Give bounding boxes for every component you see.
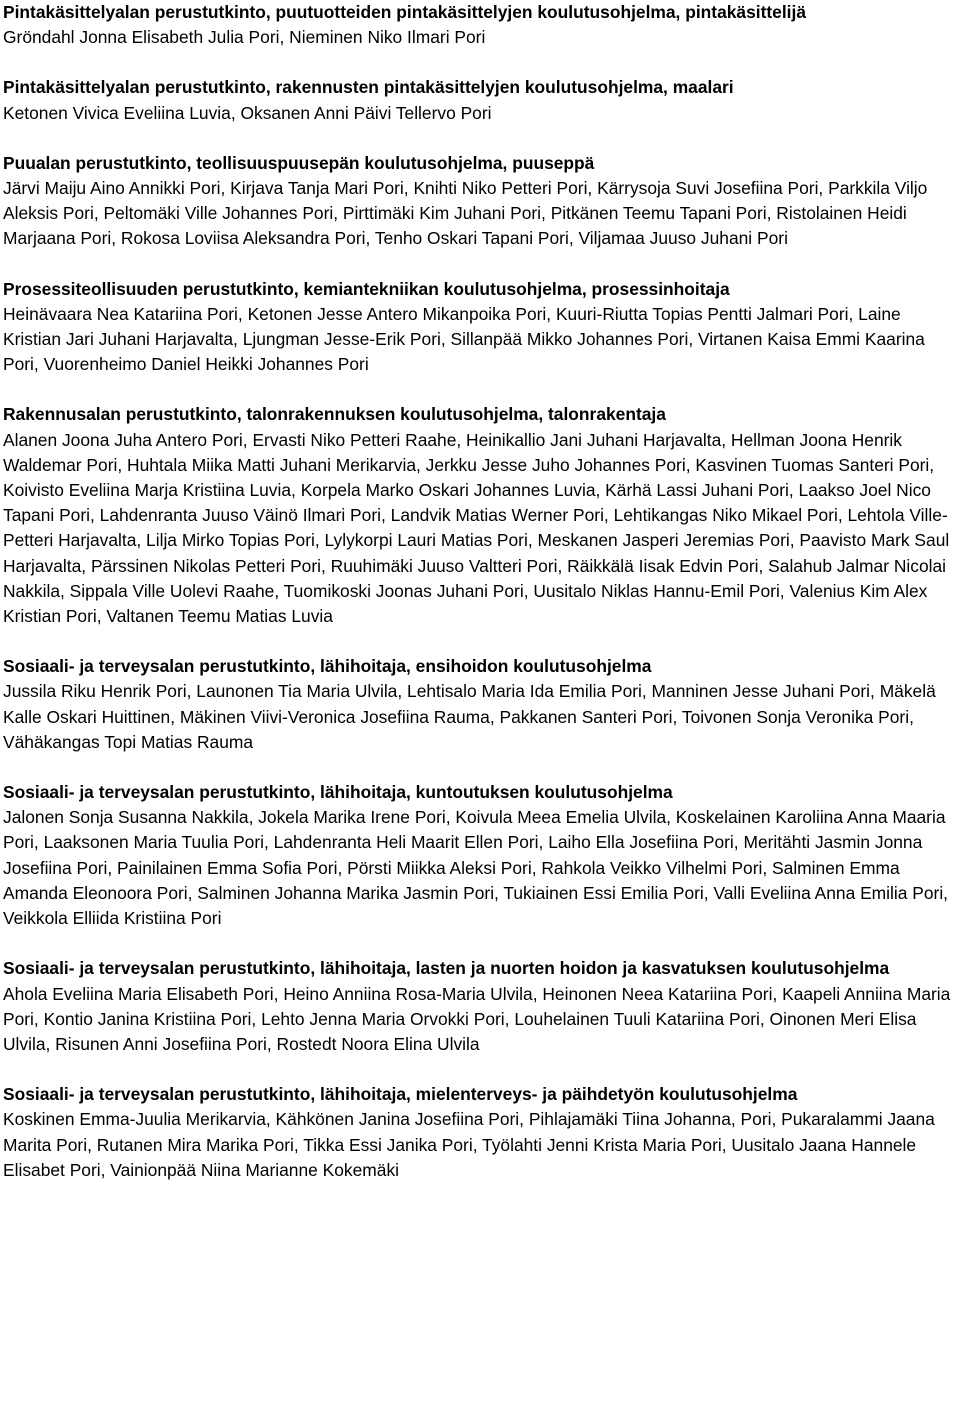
- section-maalari: [3, 75, 958, 125]
- section-heading: Puualan perustutkinto, teollisuuspuusepän koulutusohjelma, puuseppä: [3, 152, 595, 173]
- graduate-names: Alanen Joona Juha Antero Pori, Ervasti Niko Petteri Raahe, Heinikallio Jani Juhani Harjavalta, Hellman Joona Henrik Waldemar Pori, Huhtala Miika Matti Juhani Merikarvia, Jerkku Jesse Juho Johannes Pori, Kasvinen Tuomas Santeri Pori, Koivisto Eveliina Marja Kristiina Luvia, Korpela Marko Oskari Johannes Luvia, Kärhä Lassi Juhani Pori, Laakso Joel Nico Tapani Pori, Lahdenranta Juuso Väinö Ilmari Pori, Landvik Matias Werner Pori, Lehtikangas Niko Mikael Pori, Lehtola Ville-Petteri Harjavalta, Lilja Mirko Topias Pori, Lylykorpi Lauri Matias Pori, Meskanen Jasperi Jeremias Pori, Paavisto Mark Saul Harjavalta, Pärssinen Nikolas Petteri Pori, Ruuhimäki Juuso Valtteri Pori, Räikkälä Iisak Edvin Pori, Salahub Jalmar Nicolai Nakkila, Sippala Ville Uolevi Raahe, Tuomikoski Joonas Juhani Pori, Uusitalo Niklas Hannu-Emil Pori, Valenius Kim Alex Kristian Pori, Valtanen Teemu Matias Luvia: [3, 429, 950, 627]
- graduate-list-document: [3, 0, 958, 1208]
- section-kuntoutus: [3, 780, 958, 931]
- graduate-names: Ahola Eveliina Maria Elisabeth Pori, Heino Anniina Rosa-Maria Ulvila, Heinonen Neea Katariina Pori, Kaapeli Anniina Maria Pori, Kontio Janina Kristiina Pori, Lehto Jenna Maria Orvokki Pori, Louhelainen Tuuli Katariina Pori, Oinonen Meri Elisa Ulvila, Risunen Anni Josefiina Pori, Rostedt Noora Elina Ulvila: [3, 983, 951, 1054]
- section-heading: Prosessiteollisuuden perustutkinto, kemiantekniikan koulutusohjelma, prosessinhoitaja: [3, 278, 730, 299]
- section-puuseppa: [3, 151, 958, 252]
- section-heading: Pintakäsittelyalan perustutkinto, rakennusten pintakäsittelyjen koulutusohjelma, maalari: [3, 77, 734, 98]
- section-heading: Sosiaali- ja terveysalan perustutkinto, lähihoitaja, kuntoutuksen koulutusohjelma: [3, 782, 673, 803]
- graduate-names: Järvi Maiju Aino Annikki Pori, Kirjava Tanja Mari Pori, Knihti Niko Petteri Pori, Kärrysoja Suvi Josefiina Pori, Parkkila Viljo Aleksis Pori, Peltomäki Ville Johannes Pori, Pirttimäki Kim Juhani Pori, Pitkänen Teemu Tapani Pori, Ristolainen Heidi Marjaana Pori, Rokosa Loviisa Aleksandra Pori, Tenho Oskari Tapani Pori, Viljamaa Juuso Juhani Pori: [3, 178, 928, 249]
- section-ensihoito: [3, 654, 958, 755]
- section-heading: Rakennusalan perustutkinto, talonrakennuksen koulutusohjelma, talonrakentaja: [3, 404, 666, 425]
- section-prosessinhoitaja: [3, 277, 958, 378]
- section-mielenterveys: [3, 1082, 958, 1183]
- section-heading: Pintakäsittelyalan perustutkinto, puutuotteiden pintakäsittelyjen koulutusohjelma, pintakäsittelijä: [3, 2, 807, 22]
- section-heading: Sosiaali- ja terveysalan perustutkinto, lähihoitaja, ensihoidon koulutusohjelma: [3, 656, 652, 677]
- section-talonrakentaja: [3, 402, 958, 629]
- section-heading: Sosiaali- ja terveysalan perustutkinto, lähihoitaja, lasten ja nuorten hoidon ja kasvatuksen koulutusohjelma: [3, 958, 890, 979]
- graduate-names: Jalonen Sonja Susanna Nakkila, Jokela Marika Irene Pori, Koivula Meea Emelia Ulvila, Koskelainen Karoliina Anna Maaria Pori, Laaksonen Maria Tuulia Pori, Lahdenranta Heli Maarit Ellen Pori, Laiho Ella Josefiina Pori, Meritähti Jasmin Jonna Josefiina Pori, Painilainen Emma Sofia Pori, Pörsti Miikka Aleksi Pori, Rahkola Veikko Vilhelmi Pori, Salminen Emma Amanda Eleonoora Pori, Salminen Johanna Marika Jasmin Pori, Tukiainen Essi Emilia Pori, Valli Eveliina Anna Emilia Pori, Veikkola Elliida Kristiina Pori: [3, 807, 949, 929]
- section-heading: Sosiaali- ja terveysalan perustutkinto, lähihoitaja, mielenterveys- ja päihdetyön koulutusohjelma: [3, 1084, 798, 1105]
- section-pintakasittelija: [3, 0, 958, 50]
- graduate-names: Gröndahl Jonna Elisabeth Julia Pori, Nieminen Niko Ilmari Pori: [3, 27, 486, 48]
- graduate-names: Ketonen Vivica Eveliina Luvia, Oksanen Anni Päivi Tellervo Pori: [3, 102, 492, 123]
- graduate-names: Jussila Riku Henrik Pori, Launonen Tia Maria Ulvila, Lehtisalo Maria Ida Emilia Pori, Manninen Jesse Juhani Pori, Mäkelä Kalle Oskari Huittinen, Mäkinen Viivi-Veronica Josefiina Rauma, Pakkanen Santeri Pori, Toivonen Sonja Veronika Pori, Vähäkangas Topi Matias Rauma: [3, 681, 936, 752]
- graduate-names: Heinävaara Nea Katariina Pori, Ketonen Jesse Antero Mikanpoika Pori, Kuuri-Riutta Topias Pentti Jalmari Pori, Laine Kristian Jari Juhani Harjavalta, Ljungman Jesse-Erik Pori, Sillanpää Mikko Johannes Pori, Virtanen Kaisa Emmi Kaarina Pori, Vuorenheimo Daniel Heikki Johannes Pori: [3, 303, 925, 375]
- graduate-names: Koskinen Emma-Juulia Merikarvia, Kähkönen Janina Josefiina Pori, Pihlajamäki Tiina Johanna, Pori, Pukaralammi Jaana Marita Pori, Rutanen Mira Marika Pori, Tikka Essi Janika Pori, Työlahti Jenni Krista Maria Pori, Uusitalo Jaana Hannele Elisabet Pori, Vainionpää Niina Marianne Kokemäki: [3, 1109, 935, 1180]
- section-lasten-ja-nuorten: [3, 956, 958, 1057]
